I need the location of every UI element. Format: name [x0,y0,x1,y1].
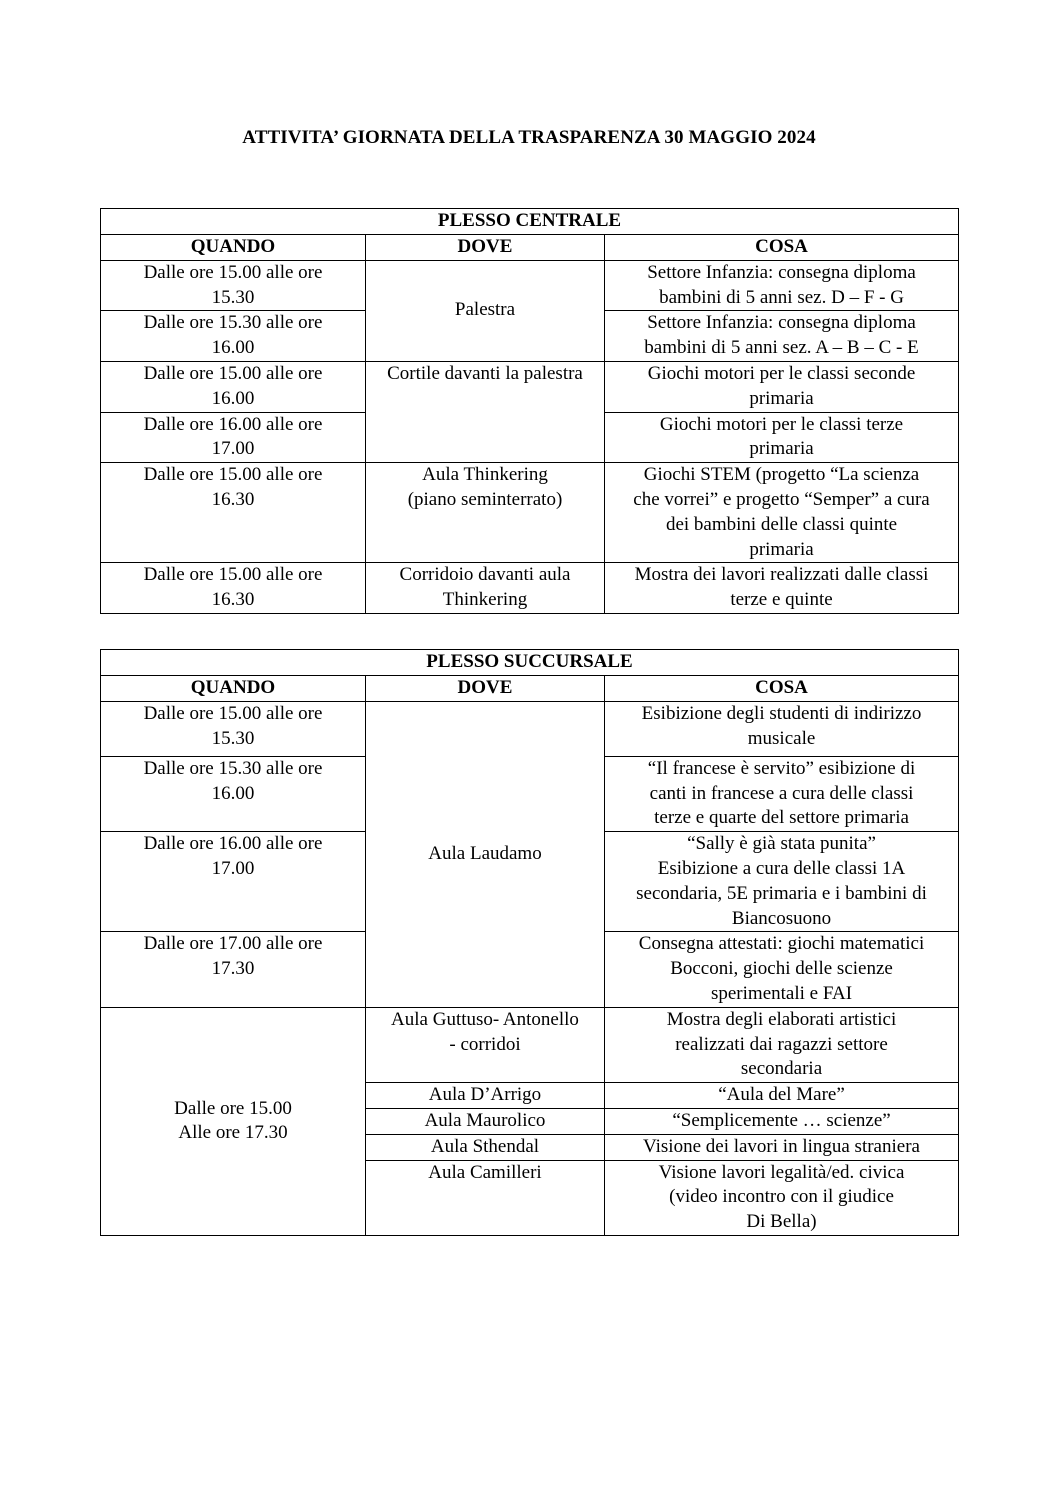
what-cell: “Il francese è servito” esibizione di canti in francese a cura delle classi terze e quarte del settore primaria [605,756,959,831]
where-cell: Aula Sthendal [366,1134,605,1160]
what-cell: Giochi motori per le classi terze primaria [605,412,959,463]
table-row [101,463,959,563]
where-cell: Aula Maurolico [366,1108,605,1134]
when-cell-afternoon: Dalle ore 15.00 Alle ore 17.30 [101,1007,366,1235]
when-cell: Dalle ore 15.00 alle ore 16.00 [101,361,366,412]
when-cell: Dalle ore 15.00 alle ore 16.30 [101,563,366,614]
when-cell: Dalle ore 16.00 alle ore 17.00 [101,412,366,463]
what-cell: Settore Infanzia: consegna diploma bambini di 5 anni sez. D – F - G [605,260,959,311]
what-cell: Giochi STEM (progetto “La scienza che vorrei” e progetto “Semper” a cura dei bambini delle classi quinte primaria [605,463,959,563]
what-cell: “Sally è già stata punita” Esibizione a cura delle classi 1A secondaria, 5E primaria e i bambini di Biancosuono [605,832,959,932]
where-cell: Aula D’Arrigo [366,1083,605,1109]
table-row [101,361,959,412]
what-cell: Consegna attestati: giochi matematici Bocconi, giochi delle scienze sperimentali e FAI [605,932,959,1007]
where-cell-corridoio: Corridoio davanti aula Thinkering [366,563,605,614]
table-row [101,1007,959,1082]
table-row [101,260,959,311]
when-cell: Dalle ore 16.00 alle ore 17.00 [101,832,366,932]
header-dove: DOVE [366,235,605,261]
what-cell: “Semplicemente … scienze” [605,1108,959,1134]
where-cell: Aula Camilleri [366,1160,605,1235]
what-cell: Visione lavori legalità/ed. civica (video incontro con il giudice Di Bella) [605,1160,959,1235]
header-dove: DOVE [366,676,605,702]
what-cell: “Aula del Mare” [605,1083,959,1109]
what-cell: Visione dei lavori in lingua straniera [605,1134,959,1160]
succursale-schedule-table [100,649,959,1236]
when-cell: Dalle ore 15.00 alle ore 16.30 [101,463,366,563]
where-cell-laudamo: Aula Laudamo [366,701,605,1007]
table-row [101,563,959,614]
header-quando: QUANDO [101,676,366,702]
when-cell: Dalle ore 15.00 alle ore 15.30 [101,260,366,311]
what-cell: Mostra dei lavori realizzati dalle classi terze e quinte [605,563,959,614]
where-cell-palestra: Palestra [366,260,605,361]
table-row [101,701,959,756]
where-cell-thinkering: Aula Thinkering (piano seminterrato) [366,463,605,563]
when-cell: Dalle ore 15.30 alle ore 16.00 [101,756,366,831]
what-cell: Settore Infanzia: consegna diploma bambini di 5 anni sez. A – B – C - E [605,311,959,362]
document-title: ATTIVITA’ GIORNATA DELLA TRASPARENZA 30 MAGGIO 2024 [242,127,816,148]
where-cell: Aula Guttuso- Antonello - corridoi [366,1007,605,1082]
central-heading: PLESSO CENTRALE [101,209,959,235]
when-cell: Dalle ore 15.30 alle ore 16.00 [101,311,366,362]
when-cell: Dalle ore 17.00 alle ore 17.30 [101,932,366,1007]
header-cosa: COSA [605,676,959,702]
succursale-heading: PLESSO SUCCURSALE [101,650,959,676]
header-cosa: COSA [605,235,959,261]
where-cell-cortile: Cortile davanti la palestra [366,361,605,462]
what-cell: Esibizione degli studenti di indirizzo musicale [605,701,959,756]
central-schedule-table [100,208,959,614]
header-quando: QUANDO [101,235,366,261]
when-cell: Dalle ore 15.00 alle ore 15.30 [101,701,366,756]
what-cell: Giochi motori per le classi seconde primaria [605,361,959,412]
what-cell: Mostra degli elaborati artistici realizzati dai ragazzi settore secondaria [605,1007,959,1082]
